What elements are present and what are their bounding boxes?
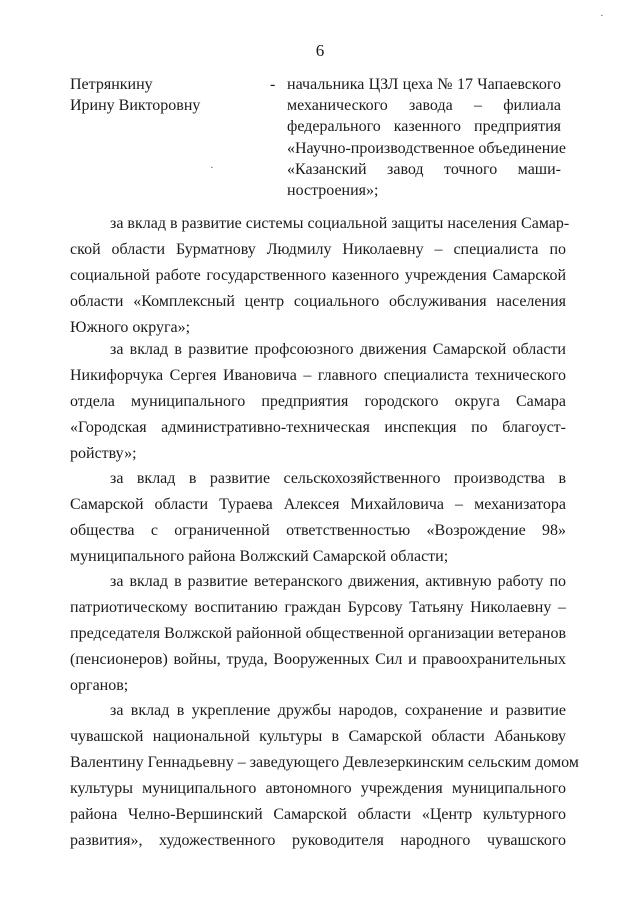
- paragraph-line: за вклад в развитие профсоюзного движения Самарской области: [110, 341, 566, 358]
- corner-mark: ·: [600, 10, 604, 22]
- recipient-position-line: механического завода – филиала: [287, 97, 561, 115]
- paragraph-line: председателя Волжской районной общественной организации ветеранов: [70, 625, 566, 642]
- award-paragraph: [70, 569, 566, 699]
- paragraph-line: «Городская административно-техническая инспекция по благоуст-: [70, 419, 566, 436]
- paragraph-line: ройству»;: [70, 445, 137, 462]
- paragraph-line: муниципального района Волжский Самарской области;: [70, 548, 449, 565]
- recipient-position-line: федерального казенного предприятия: [287, 118, 561, 136]
- paragraph-line: чувашской национальной культуры в Самарской области Абанькову: [70, 728, 566, 745]
- recipient-name: [70, 74, 260, 116]
- recipient-name-line: Ирину Викторовну: [70, 97, 201, 114]
- paragraph-line: за вклад в развитие ветеранского движения, активную работу по: [110, 573, 566, 590]
- paragraph-line: области «Комплексный центр социального обслуживания населения: [70, 293, 566, 310]
- award-paragraph: [70, 466, 566, 570]
- paragraph-line: Валентину Геннадьевну – заведующего Девлезеркинским сельским домом: [70, 754, 579, 771]
- paragraph-line: (пенсионеров) войны, труда, Вооруженных Сил и правоохранительных: [70, 651, 566, 668]
- paragraph-line: Самарской области Тураева Алексея Михайловича – механизатора: [70, 496, 566, 513]
- paragraph-line: района Челно-Вершинский Самарской области «Центр культурного: [70, 806, 566, 823]
- paragraph-line: за вклад в развитие системы социальной защиты населения Самар-: [110, 215, 570, 232]
- paragraph-line: за вклад в укрепление дружбы народов, сохранение и развитие: [110, 702, 566, 719]
- recipient-position-line: ностроения»;: [287, 182, 379, 200]
- recipient-position-line: «Казанский завод точного маши-: [287, 160, 561, 178]
- paragraph-line: Южного округа»;: [70, 319, 191, 336]
- paragraph-line: общества с ограниченной ответственностью «Возрождение 98»: [70, 522, 566, 539]
- paragraph-line: ской области Бурматнову Людмилу Николаевну – специалиста по: [70, 241, 566, 258]
- award-paragraph: [70, 698, 579, 854]
- recipient-position: [287, 74, 566, 201]
- paragraph-line: за вклад в развитие сельскохозяйственного производства в: [110, 470, 566, 487]
- stray-dot: ·: [210, 162, 214, 174]
- page-number: 6: [315, 41, 325, 60]
- recipient-name-line: Петрянкину: [70, 76, 153, 93]
- recipient-position-line: начальника ЦЗЛ цеха № 17 Чапаевского: [287, 76, 561, 93]
- recipient-dash: -: [270, 76, 276, 93]
- paragraph-line: отдела муниципального предприятия городского округа Самара: [70, 393, 566, 410]
- paragraph-line: патриотическому воспитанию граждан Бурсову Татьяну Николаевну –: [70, 599, 566, 616]
- paragraph-line: культуры муниципального автономного учреждения муниципального: [70, 780, 566, 797]
- paragraph-line: Никифорчука Сергея Ивановича – главного специалиста технического: [70, 367, 566, 384]
- paragraph-line: социальной работе государственного казенного учреждения Самарской: [70, 267, 566, 284]
- award-paragraph: [70, 211, 570, 341]
- paragraph-line: органов;: [70, 677, 129, 694]
- paragraph-line: развития», художественного руководителя народного чувашского: [70, 832, 566, 849]
- recipient-position-line: «Научно-производственное объединение: [287, 139, 566, 157]
- award-paragraph: [70, 337, 566, 467]
